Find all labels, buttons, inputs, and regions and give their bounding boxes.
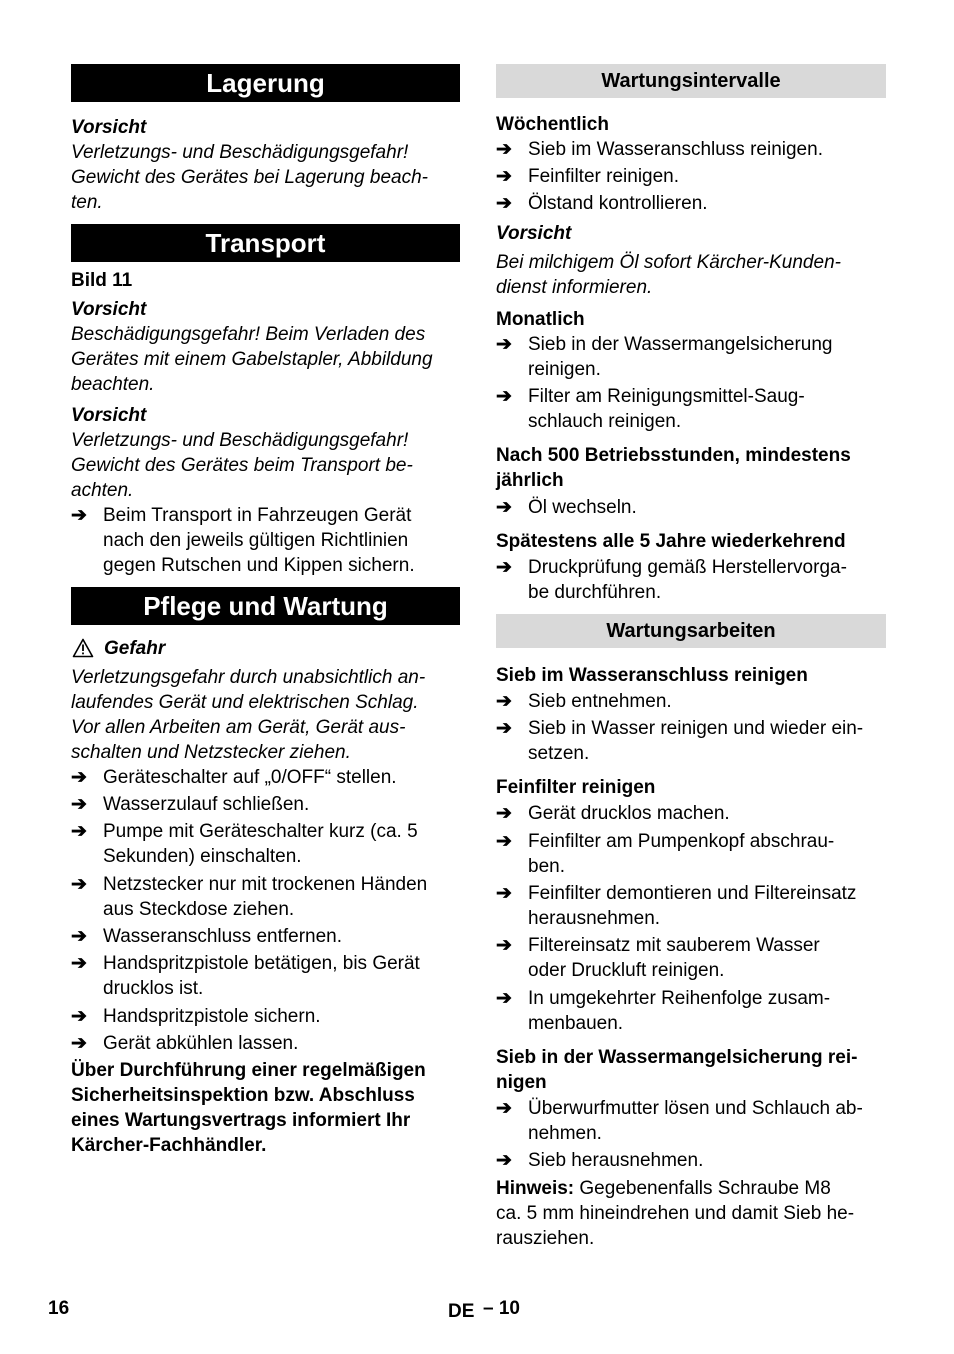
arrow-right-icon: ➔ (496, 988, 512, 1009)
caution-label: Vorsicht (71, 117, 147, 138)
step-item (496, 716, 886, 766)
text-line: Netzstecker nur mit trockenen Händen (103, 874, 428, 895)
text-line: Feinfilter reinigen. (528, 166, 680, 187)
arrow-right-icon: ➔ (71, 1006, 87, 1027)
text-line: Verletzungsgefahr durch unabsichtlich an- (71, 667, 426, 688)
step-item (496, 689, 886, 714)
arrow-right-icon: ➔ (496, 193, 512, 214)
text-line: schlauch reinigen. (528, 411, 682, 432)
subheading-weekly: Wöchentlich (496, 114, 609, 135)
section-title-transport: Transport (71, 224, 460, 262)
text-line: dienst informieren. (496, 277, 653, 298)
arrow-right-icon: ➔ (496, 883, 512, 904)
text-line: aus Steckdose ziehen. (103, 899, 295, 920)
left-column (71, 64, 460, 1158)
step-item (71, 1004, 460, 1029)
text-line: Nach 500 Betriebsstunden, mindestens (496, 445, 851, 466)
hint-text: Gegebenenfalls Schraube M8 (574, 1178, 831, 1199)
arrow-right-icon: ➔ (496, 1098, 512, 1119)
step-item (496, 881, 886, 931)
text-line: Filter am Reinigungsmittel-Saug- (528, 386, 805, 407)
text-line: be durchführen. (528, 582, 662, 603)
arrow-right-icon: ➔ (71, 953, 87, 974)
caution-text (71, 428, 460, 503)
arrow-right-icon: ➔ (71, 794, 87, 815)
text-line: Vor allen Arbeiten am Gerät, Gerät aus- (71, 717, 406, 738)
text-line: Verletzungs- und Beschädigungsgefahr! (71, 430, 409, 451)
text-line: laufendes Gerät und elektrischen Schlag. (71, 692, 419, 713)
text-line: Sieb in der Wassermangelsicherung (528, 334, 833, 355)
step-item (496, 1148, 886, 1173)
text-line: Sieb herausnehmen. (528, 1150, 704, 1171)
arrow-right-icon: ➔ (496, 935, 512, 956)
text-line: nehmen. (528, 1123, 602, 1144)
text-line: oder Druckluft reinigen. (528, 960, 725, 981)
text-line: ten. (71, 192, 103, 213)
arrow-right-icon: ➔ (496, 334, 512, 355)
arrow-right-icon: ➔ (496, 1150, 512, 1171)
text-line: ca. 5 mm hineindrehen und damit Sieb he- (496, 1203, 855, 1224)
danger-text (71, 665, 460, 765)
step-item (496, 191, 886, 216)
step-item (71, 872, 460, 922)
text-line: Öl wechseln. (528, 497, 637, 518)
text-line: Feinfilter demontieren und Filtereinsatz (528, 883, 857, 904)
text-line: ben. (528, 856, 565, 877)
section-title-lagerung: Lagerung (71, 64, 460, 102)
text-line: jährlich (496, 470, 564, 491)
text-line: Gerät drucklos machen. (528, 803, 730, 824)
step-item (496, 933, 886, 983)
subheading-5-years: Spätestens alle 5 Jahre wiederkehrend (496, 531, 846, 552)
caution-label: Vorsicht (496, 223, 572, 244)
text-line: Beim Transport in Fahrzeugen Gerät (103, 505, 412, 526)
subheading-wassermangelsicherung (496, 1045, 886, 1095)
text-line: rausziehen. (496, 1228, 595, 1249)
text-line: Ölstand kontrollieren. (528, 193, 708, 214)
text-line: Gerätes mit einem Gabelstapler, Abbildung (71, 349, 433, 370)
arrow-right-icon: ➔ (71, 821, 87, 842)
text-line: Handspritzpistole betätigen, bis Gerät (103, 953, 420, 974)
text-line: achten. (71, 480, 134, 501)
inspection-note (71, 1058, 460, 1158)
step-item (496, 555, 886, 605)
arrow-right-icon: ➔ (496, 497, 512, 518)
step-item (71, 792, 460, 817)
language-code: DE (448, 1301, 475, 1322)
text-line: Gerät abkühlen lassen. (103, 1033, 299, 1054)
step-item (71, 1031, 460, 1056)
caution-label: Vorsicht (71, 299, 147, 320)
text-line: Wasseranschluss entfernen. (103, 926, 343, 947)
text-line: Sieb in der Wassermangelsicherung rei- (496, 1047, 858, 1068)
text-line: schalten und Netzstecker ziehen. (71, 742, 351, 763)
text-line: menbauen. (528, 1013, 624, 1034)
text-line: nigen (496, 1072, 547, 1093)
arrow-right-icon: ➔ (496, 831, 512, 852)
caution-text (71, 322, 460, 397)
text-line: Sieb in Wasser reinigen und wieder ein- (528, 718, 864, 739)
section-title-wartungsarbeiten: Wartungsarbeiten (496, 614, 886, 648)
step-item (496, 986, 886, 1036)
arrow-right-icon: ➔ (496, 718, 512, 739)
step-item (496, 1096, 886, 1146)
text-line: Gewicht des Gerätes beim Transport be- (71, 455, 413, 476)
step-item (496, 384, 886, 434)
arrow-right-icon: ➔ (496, 803, 512, 824)
step-item (71, 503, 460, 578)
step-item (496, 495, 886, 520)
arrow-right-icon: ➔ (496, 166, 512, 187)
arrow-right-icon: ➔ (71, 874, 87, 895)
warning-triangle-icon (72, 638, 94, 658)
text-line: In umgekehrter Reihenfolge zusam- (528, 988, 831, 1009)
subheading-monthly: Monatlich (496, 309, 585, 330)
text-line: Kärcher-Fachhändler. (71, 1135, 267, 1156)
arrow-right-icon: ➔ (71, 926, 87, 947)
step-item (71, 765, 460, 790)
text-line: nach den jeweils gültigen Richtlinien (103, 530, 409, 551)
danger-label-row (71, 636, 460, 661)
right-column (496, 64, 886, 1251)
arrow-right-icon: ➔ (496, 691, 512, 712)
text-line: Handspritzpistole sichern. (103, 1006, 321, 1027)
step-item (496, 164, 886, 189)
text-line: gegen Rutschen und Kippen sichern. (103, 555, 415, 576)
step-item (496, 801, 886, 826)
text-line: Bei milchigem Öl sofort Kärcher-Kunden- (496, 252, 841, 273)
text-line: Sieb im Wasseranschluss reinigen. (528, 139, 823, 160)
text-line: Verletzungs- und Beschädigungsgefahr! (71, 142, 409, 163)
danger-label: Gefahr (104, 638, 166, 659)
text-line: Filtereinsatz mit sauberem Wasser (528, 935, 820, 956)
text-line: Sekunden) einschalten. (103, 846, 302, 867)
text-line: Überwurfmutter lösen und Schlauch ab- (528, 1098, 863, 1119)
hint-label: Hinweis: (496, 1178, 575, 1199)
page-number: 16 (48, 1298, 70, 1319)
step-item (496, 332, 886, 382)
text-line: Feinfilter am Pumpenkopf abschrau- (528, 831, 835, 852)
caution-label: Vorsicht (71, 405, 147, 426)
text-line: Gewicht des Gerätes bei Lagerung beach- (71, 167, 428, 188)
text-line: eines Wartungsvertrags informiert Ihr (71, 1110, 411, 1131)
text-line (496, 1176, 886, 1201)
caution-text (496, 250, 886, 300)
text-line: Geräteschalter auf „0/OFF“ stellen. (103, 767, 397, 788)
section-title-wartungsintervalle: Wartungsintervalle (496, 64, 886, 98)
step-item (71, 951, 460, 1001)
text-line: drucklos ist. (103, 978, 204, 999)
arrow-right-icon: ➔ (496, 557, 512, 578)
step-item (496, 829, 886, 879)
text-line: beachten. (71, 374, 155, 395)
hint-note (496, 1176, 886, 1251)
arrow-right-icon: ➔ (71, 767, 87, 788)
text-line: Über Durchführung einer regelmäßigen (71, 1060, 426, 1081)
figure-reference: Bild 11 (71, 270, 133, 291)
section-title-pflege: Pflege und Wartung (71, 587, 460, 625)
text-line: Beschädigungsgefahr! Beim Verladen des (71, 324, 426, 345)
text-line: Sieb entnehmen. (528, 691, 672, 712)
caution-text (71, 140, 460, 215)
step-item (71, 924, 460, 949)
text-line: Wasserzulauf schließen. (103, 794, 310, 815)
text-line: reinigen. (528, 359, 601, 380)
arrow-right-icon: ➔ (496, 386, 512, 407)
subheading-feinfilter: Feinfilter reinigen (496, 777, 656, 798)
step-item (496, 137, 886, 162)
subheading-500-hours (496, 443, 886, 493)
text-line: Druckprüfung gemäß Herstellervorga- (528, 557, 847, 578)
text-line: Pumpe mit Geräteschalter kurz (ca. 5 (103, 821, 418, 842)
text-line: herausnehmen. (528, 908, 661, 929)
section-page: – 10 (483, 1298, 520, 1319)
arrow-right-icon: ➔ (496, 139, 512, 160)
text-line: Sicherheitsinspektion bzw. Abschluss (71, 1085, 415, 1106)
subheading-sieb: Sieb im Wasseranschluss reinigen (496, 665, 808, 686)
step-item (71, 819, 460, 869)
arrow-right-icon: ➔ (71, 1033, 87, 1054)
text-line: setzen. (528, 743, 590, 764)
arrow-right-icon: ➔ (71, 505, 87, 526)
